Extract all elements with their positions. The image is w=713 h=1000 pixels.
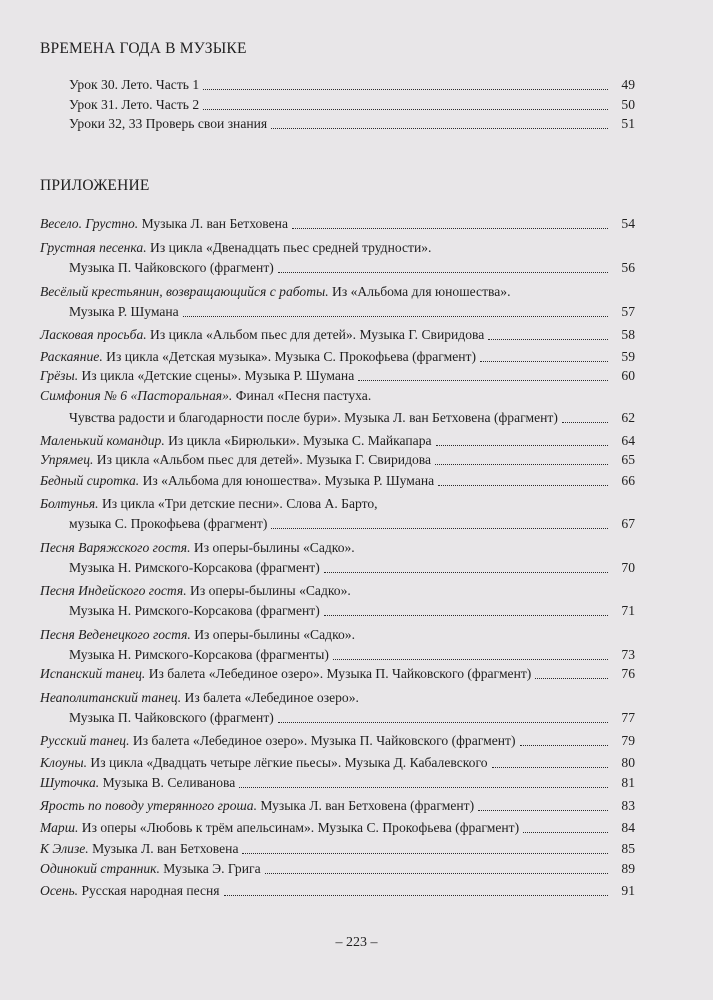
entry-page-number: 70 bbox=[621, 560, 635, 575]
dot-leader bbox=[520, 745, 608, 746]
section-title: ПРИЛОЖЕНИЕ bbox=[40, 177, 150, 194]
work-title: Неаполитанский танец. bbox=[40, 690, 182, 705]
entry-detail: Финал «Песня пастуха. bbox=[232, 388, 372, 403]
entry-text bbox=[69, 516, 267, 532]
toc-entry bbox=[40, 214, 635, 232]
entry-text bbox=[40, 841, 238, 857]
entry-detail: Из цикла «Бирюльки». Музыка С. Майкапара bbox=[164, 433, 432, 448]
entry-page-number: 54 bbox=[621, 216, 635, 231]
dot-leader bbox=[242, 853, 608, 854]
entry-detail: Из балета «Лебединое озеро». Музыка П. Чайковского (фрагмент) bbox=[145, 666, 532, 681]
entry-page-number: 79 bbox=[621, 733, 635, 748]
work-title: Раскаяние. bbox=[40, 349, 103, 364]
entry-text bbox=[40, 284, 510, 300]
dot-leader bbox=[523, 832, 608, 833]
entry-detail: Из балета «Лебединое озеро». bbox=[181, 690, 359, 705]
dot-leader bbox=[271, 128, 608, 129]
toc-entry bbox=[40, 538, 355, 556]
entry-text bbox=[69, 710, 274, 726]
toc-entry bbox=[69, 95, 635, 113]
entry-text bbox=[69, 97, 199, 113]
entry-detail: Музыка Л. ван Бетховена bbox=[88, 841, 239, 856]
entry-text bbox=[69, 77, 199, 93]
entry-text bbox=[69, 410, 558, 426]
work-title: Осень. bbox=[40, 883, 79, 898]
dot-leader bbox=[436, 445, 608, 446]
toc-entry bbox=[40, 773, 635, 791]
entry-detail: музыка С. Прокофьева (фрагмент) bbox=[69, 516, 268, 531]
work-title: Клоуны. bbox=[40, 755, 88, 770]
entry-page-number: 49 bbox=[621, 77, 635, 92]
entry-text bbox=[40, 861, 261, 877]
entry-text bbox=[40, 240, 431, 256]
entry-page-number: 85 bbox=[621, 841, 635, 856]
entry-text bbox=[40, 820, 519, 836]
entry-text bbox=[69, 304, 179, 320]
work-title: Одинокий странник. bbox=[40, 861, 160, 876]
entry-text bbox=[40, 368, 354, 384]
entry-detail: Музыка Э. Грига bbox=[159, 861, 261, 876]
entry-text bbox=[40, 452, 431, 468]
entry-text bbox=[40, 540, 355, 556]
toc-entry bbox=[40, 796, 635, 814]
work-title: Упрямец. bbox=[40, 452, 94, 467]
toc-entry bbox=[69, 708, 635, 726]
toc-entry bbox=[40, 859, 635, 877]
entry-detail: Чувства радости и благодарности после бури». Музыка Л. ван Бетховена (фрагмент) bbox=[69, 410, 558, 425]
dot-leader bbox=[278, 722, 608, 723]
entry-detail: Из оперы-былины «Садко». bbox=[190, 627, 355, 642]
entry-text bbox=[40, 216, 288, 232]
toc-entry bbox=[40, 431, 635, 449]
toc-entry bbox=[69, 258, 635, 276]
entry-detail: Из цикла «Три детские песни». Слова А. Барто, bbox=[98, 496, 378, 511]
work-title: Весёлый крестьянин, возвращающийся с работы. bbox=[40, 284, 329, 299]
dot-leader bbox=[333, 659, 608, 660]
toc-entry bbox=[69, 114, 635, 132]
toc-entry bbox=[69, 408, 635, 426]
entry-page-number: 62 bbox=[621, 410, 635, 425]
dot-leader bbox=[562, 422, 608, 423]
entry-detail: Урок 30. Лето. Часть 1 bbox=[69, 77, 200, 92]
dot-leader bbox=[478, 810, 608, 811]
toc-entry bbox=[69, 645, 635, 663]
entry-text bbox=[40, 666, 531, 682]
entry-page-number: 59 bbox=[621, 349, 635, 364]
toc-entry bbox=[69, 75, 635, 93]
dot-leader bbox=[292, 228, 608, 229]
toc-entry bbox=[40, 731, 635, 749]
toc-entry bbox=[69, 601, 635, 619]
entry-page-number: 56 bbox=[621, 260, 635, 275]
toc-entry bbox=[40, 282, 510, 300]
entry-text bbox=[40, 627, 355, 643]
work-title: Песня Веденецкого гостя. bbox=[40, 627, 191, 642]
entry-page-number: 84 bbox=[621, 820, 635, 835]
work-title: Грустная песенка. bbox=[40, 240, 147, 255]
entry-page-number: 50 bbox=[621, 97, 635, 112]
work-title: Песня Индейского гостя. bbox=[40, 583, 187, 598]
work-title: К Элизе. bbox=[40, 841, 89, 856]
dot-leader bbox=[324, 615, 608, 616]
entry-text bbox=[40, 583, 351, 599]
dot-leader bbox=[438, 485, 608, 486]
entry-detail: Из оперы-былины «Садко». bbox=[186, 583, 351, 598]
toc-entry bbox=[40, 386, 371, 404]
entry-page-number: 77 bbox=[621, 710, 635, 725]
entry-text bbox=[69, 647, 329, 663]
entry-page-number: 71 bbox=[621, 603, 635, 618]
entry-detail: Музыка Н. Римского-Корсакова (фрагмент) bbox=[69, 560, 320, 575]
toc-entry bbox=[40, 753, 635, 771]
toc-entry bbox=[69, 514, 635, 532]
work-title: Симфония № 6 «Пасторальная». bbox=[40, 388, 233, 403]
entry-detail: Из «Альбома для юношества». Музыка Р. Шумана bbox=[139, 473, 435, 488]
toc-entry bbox=[40, 688, 359, 706]
entry-page-number: 83 bbox=[621, 798, 635, 813]
entry-detail: Из цикла «Детские сцены». Музыка Р. Шумана bbox=[78, 368, 355, 383]
entry-detail: Из цикла «Двенадцать пьес средней трудности». bbox=[146, 240, 432, 255]
work-title: Бедный сиротка. bbox=[40, 473, 140, 488]
entry-detail: Из цикла «Детская музыка». Музыка С. Прокофьева (фрагмент) bbox=[102, 349, 477, 364]
dot-leader bbox=[239, 787, 608, 788]
toc-entry bbox=[40, 881, 635, 899]
work-title: Испанский танец. bbox=[40, 666, 146, 681]
entry-text bbox=[40, 733, 516, 749]
work-title: Русский танец. bbox=[40, 733, 130, 748]
entry-text bbox=[40, 327, 484, 343]
work-title: Болтунья. bbox=[40, 496, 99, 511]
entry-detail: Музыка Н. Римского-Корсакова (фрагменты) bbox=[69, 647, 329, 662]
entry-page-number: 51 bbox=[621, 116, 635, 131]
dot-leader bbox=[488, 339, 608, 340]
toc-entry bbox=[40, 450, 635, 468]
toc-entry bbox=[40, 818, 635, 836]
entry-text bbox=[69, 603, 320, 619]
entry-page-number: 80 bbox=[621, 755, 635, 770]
entry-detail: Из балета «Лебединое озеро». Музыка П. Чайковского (фрагмент) bbox=[129, 733, 516, 748]
entry-text bbox=[40, 775, 235, 791]
toc-entry bbox=[40, 347, 635, 365]
dot-leader bbox=[224, 895, 608, 896]
section-title: ВРЕМЕНА ГОДА В МУЗЫКЕ bbox=[40, 40, 247, 57]
work-title: Грёзы. bbox=[40, 368, 79, 383]
work-title: Шуточка. bbox=[40, 775, 100, 790]
entry-page-number: 73 bbox=[621, 647, 635, 662]
dot-leader bbox=[183, 316, 608, 317]
entry-text bbox=[40, 349, 476, 365]
entry-text bbox=[40, 433, 432, 449]
entry-text bbox=[40, 473, 434, 489]
toc-entry bbox=[40, 494, 378, 512]
entry-page-number: 67 bbox=[621, 516, 635, 531]
toc-entry bbox=[40, 471, 635, 489]
dot-leader bbox=[271, 528, 608, 529]
dot-leader bbox=[480, 361, 608, 362]
toc-entry bbox=[40, 839, 635, 857]
work-title: Марш. bbox=[40, 820, 79, 835]
entry-detail: Музыка Н. Римского-Корсакова (фрагмент) bbox=[69, 603, 320, 618]
dot-leader bbox=[535, 678, 608, 679]
entry-detail: Музыка Л. ван Бетховена bbox=[138, 216, 288, 231]
entry-page-number: 57 bbox=[621, 304, 635, 319]
work-title: Ласковая просьба. bbox=[40, 327, 147, 342]
entry-text bbox=[40, 798, 474, 814]
entry-page-number: 65 bbox=[621, 452, 635, 467]
entry-text bbox=[69, 116, 267, 132]
entry-text bbox=[40, 496, 378, 512]
entry-page-number: 76 bbox=[621, 666, 635, 681]
toc-entry bbox=[69, 558, 635, 576]
dot-leader bbox=[492, 767, 609, 768]
entry-page-number: 58 bbox=[621, 327, 635, 342]
entry-page-number: 89 bbox=[621, 861, 635, 876]
work-title: Весело. Грустно. bbox=[40, 216, 139, 231]
toc-entry bbox=[40, 664, 635, 682]
entry-page-number: 66 bbox=[621, 473, 635, 488]
entry-detail: Из оперы «Любовь к трём апельсинам». Музыка С. Прокофьева (фрагмент) bbox=[78, 820, 520, 835]
toc-entry bbox=[40, 238, 431, 256]
entry-page-number: 91 bbox=[621, 883, 635, 898]
entry-detail: Музыка В. Селиванова bbox=[99, 775, 236, 790]
entry-detail: Из цикла «Двадцать четыре лёгкие пьесы». Музыка Д. Кабалевского bbox=[87, 755, 488, 770]
entry-detail: Из «Альбома для юношества». bbox=[328, 284, 511, 299]
entry-text bbox=[69, 260, 274, 276]
entry-page-number: 64 bbox=[621, 433, 635, 448]
entry-text bbox=[40, 883, 220, 899]
toc-entry bbox=[40, 581, 351, 599]
dot-leader bbox=[203, 109, 608, 110]
entry-text bbox=[69, 560, 320, 576]
entry-detail: Уроки 32, 33 Проверь свои знания bbox=[69, 116, 268, 131]
entry-detail: Урок 31. Лето. Часть 2 bbox=[69, 97, 200, 112]
entry-page-number: 81 bbox=[621, 775, 635, 790]
page-number: – 223 – bbox=[335, 935, 378, 950]
entry-detail: Из цикла «Альбом пьес для детей». Музыка Г. Свиридова bbox=[93, 452, 432, 467]
dot-leader bbox=[324, 572, 608, 573]
dot-leader bbox=[265, 873, 608, 874]
entry-detail: Музыка Л. ван Бетховена (фрагмент) bbox=[256, 798, 475, 813]
dot-leader bbox=[278, 272, 608, 273]
entry-text bbox=[40, 690, 359, 706]
entry-detail: Музыка Р. Шумана bbox=[69, 304, 179, 319]
toc-entry bbox=[40, 325, 635, 343]
dot-leader bbox=[435, 464, 608, 465]
entry-detail: Из цикла «Альбом пьес для детей». Музыка Г. Свиридова bbox=[146, 327, 485, 342]
entry-detail: Музыка П. Чайковского (фрагмент) bbox=[69, 260, 274, 275]
entry-text bbox=[40, 388, 371, 404]
toc-entry bbox=[40, 366, 635, 384]
entry-detail: Музыка П. Чайковского (фрагмент) bbox=[69, 710, 274, 725]
work-title: Песня Варяжского гостя. bbox=[40, 540, 191, 555]
toc-entry bbox=[69, 302, 635, 320]
entry-detail: Русская народная песня bbox=[78, 883, 220, 898]
entry-page-number: 60 bbox=[621, 368, 635, 383]
work-title: Маленький командир. bbox=[40, 433, 165, 448]
toc-entry bbox=[40, 625, 355, 643]
work-title: Ярость по поводу утерянного гроша. bbox=[40, 798, 257, 813]
dot-leader bbox=[203, 89, 608, 90]
entry-detail: Из оперы-былины «Садко». bbox=[190, 540, 355, 555]
dot-leader bbox=[358, 380, 608, 381]
entry-text bbox=[40, 755, 488, 771]
